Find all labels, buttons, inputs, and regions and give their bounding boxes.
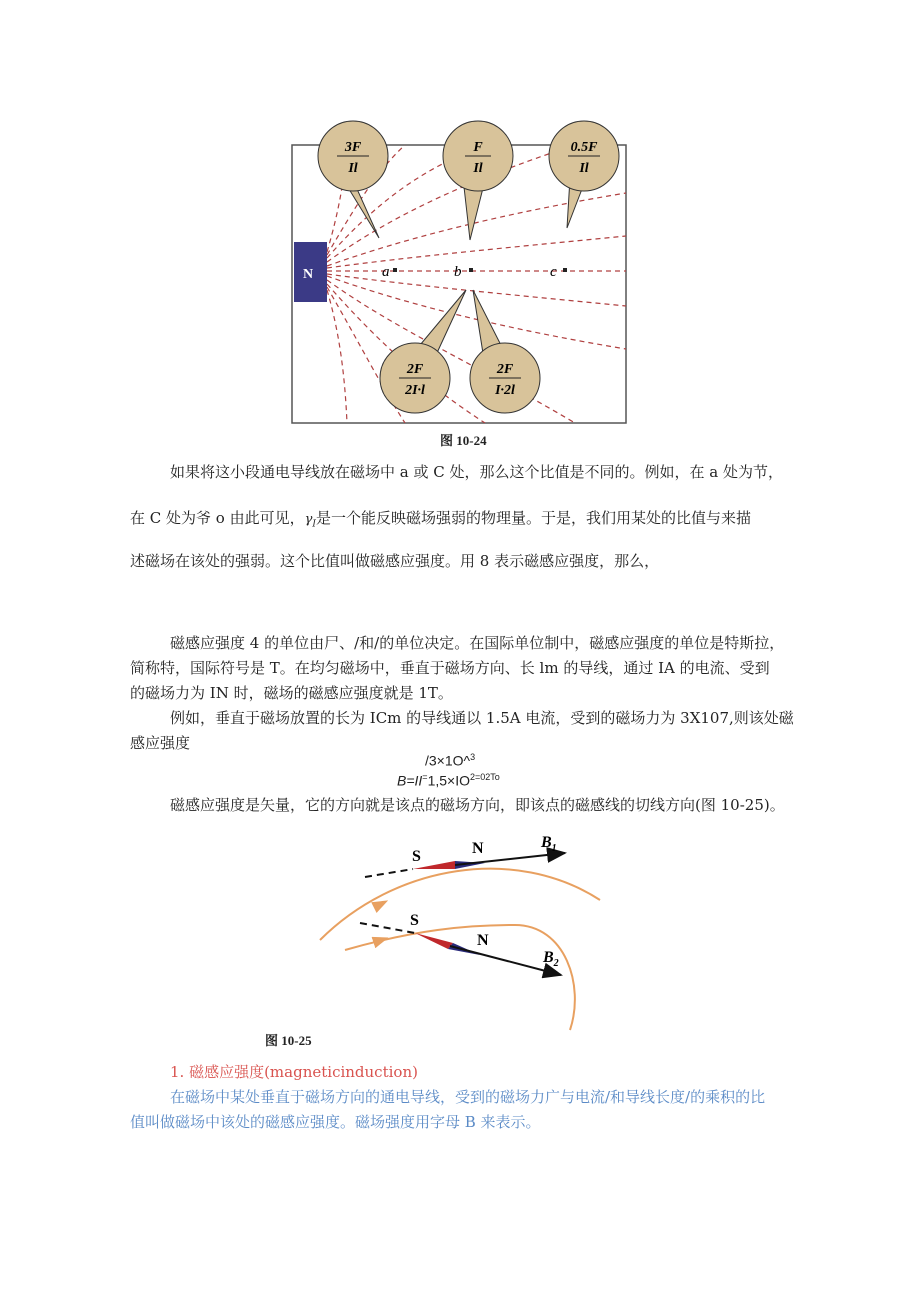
- svg-text:Il: Il: [348, 161, 358, 176]
- para1-line3: 述磁场在该处的强弱。这个比值叫做磁感应强度。用 8 表示磁感应强度，那么，: [130, 552, 660, 570]
- svg-text:Il: Il: [473, 161, 483, 176]
- para2-line2: 简称特，国际符号是 T。在均匀磁场中，垂直于磁场方向、长 lm 的导线，通过 IA 的电流、受到: [130, 659, 770, 677]
- svg-text:0.5F: 0.5F: [570, 140, 598, 155]
- needle-1-n-label: N: [472, 840, 484, 857]
- para2-line1: 磁感应强度 4 的单位由尸、/和/的单位决定。在国际单位制中，磁感应强度的单位是特斯拉，: [170, 634, 785, 652]
- definition-line2: 值叫做磁场中该处的磁感应强度。磁场强度用字母 B 来表示。: [130, 1113, 541, 1131]
- point-c-label: c: [550, 264, 557, 280]
- figure-10-25-caption: 图 10-25: [265, 1033, 312, 1048]
- para3-line1: 例如，垂直于磁场放置的长为 ICm 的导线通以 1.5A 电流，受到的磁场力为 3X107,则该处磁: [170, 709, 794, 727]
- para2-line3: 的磁场力为 IN 时，磁场的磁感应强度就是 1T。: [130, 684, 453, 702]
- svg-text:F: F: [473, 140, 483, 155]
- b1-label: $B_1$: [541, 834, 557, 854]
- para3-line2: 感应强度: [130, 734, 191, 752]
- needle-2-s-label: S: [410, 912, 419, 929]
- needle-2-south: [415, 933, 453, 949]
- figure-10-24-caption: 图 10-24: [440, 433, 487, 448]
- svg-text:2F: 2F: [406, 362, 424, 377]
- svg-text:3F: 3F: [344, 140, 362, 155]
- magnet-label: N: [303, 267, 314, 282]
- svg-text:I·2l: I·2l: [495, 383, 515, 398]
- needle-1-s-label: S: [412, 848, 421, 865]
- definition-heading: 1. 磁感应强度(magneticinduction): [170, 1063, 418, 1081]
- svg-text:Il: Il: [579, 161, 589, 176]
- b2-label: $B_2$: [543, 949, 559, 969]
- definition-line1: 在磁场中某处垂直于磁场方向的通电导线，受到的磁场力广与电流/和导线长度/的乘积的比: [170, 1088, 766, 1106]
- point-b-label: b: [454, 264, 462, 280]
- point-a-label: a: [382, 264, 390, 280]
- needle-2-n-label: N: [477, 932, 489, 949]
- figure-10-24: [285, 118, 635, 428]
- ratio-symbol: $\gamma_I$: [304, 512, 316, 530]
- formula-line2: $B=II^=1,5\times IO^{2=02To}$: [397, 772, 500, 789]
- formula-line1: /3×1O^$^3$: [425, 752, 476, 769]
- para1-line1: 如果将这小段通电导线放在磁场中 a 或 C 处，那么这个比值是不同的。例如，在 a 处为节，: [170, 463, 783, 481]
- para4-line1: 磁感应强度是矢量，它的方向就是该点的磁场方向，即该点的磁感线的切线方向(图 10-25)。: [170, 796, 785, 814]
- svg-text:2F: 2F: [496, 362, 514, 377]
- svg-text:2I·l: 2I·l: [405, 383, 425, 398]
- para1-line2: 在 C 处为爷 o 由此可见，$\gamma_I$是一个能反映磁场强弱的物理量。于是，我们用某处的比值与来描: [130, 509, 751, 530]
- figure-10-25: [315, 825, 615, 1035]
